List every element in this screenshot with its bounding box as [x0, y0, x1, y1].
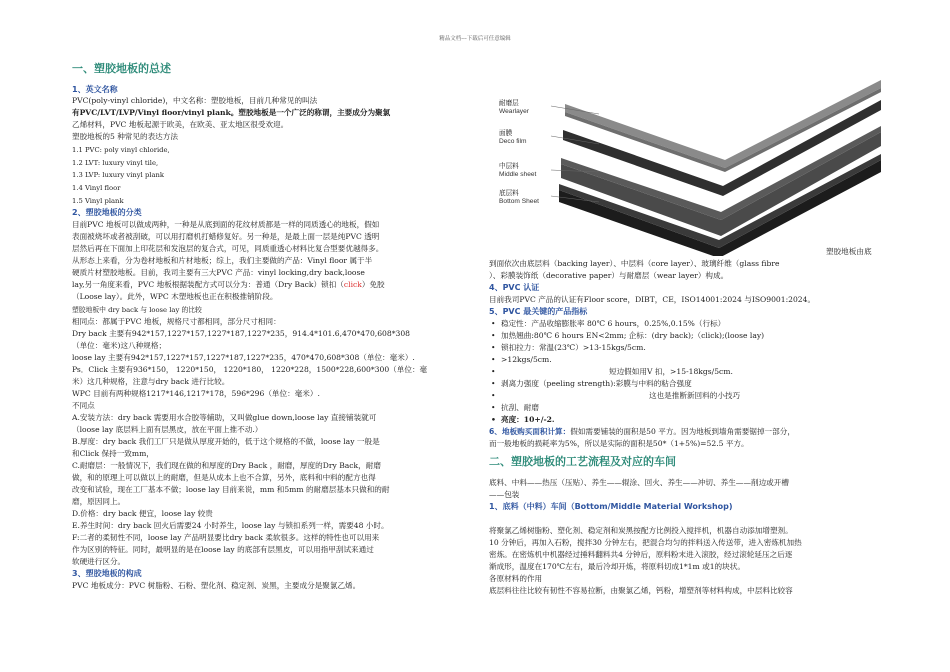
- text-line: 乙烯材料，PVC 地板起源于欧美，在欧美、亚太地区很受欢迎。: [72, 120, 289, 129]
- text-line: 从形态上来看，分为卷材地板和片材地板；综上，我们主要做的产品：Vinyl floor 属于半: [72, 256, 373, 265]
- text-line: ——包装: [489, 490, 520, 499]
- text-line: 目前PVC 地板可以做成两种，一种是从底到面的花纹材质都是一样的同质透心的地板，假如: [72, 220, 380, 229]
- text-line: E.养生时间：dry back 回火后需要24 小时养生，loose lay 与锁扣系列一样，需要48 小时。: [72, 521, 389, 530]
- section-heading: 二、塑胶地板的工艺流程及对应的车间: [489, 455, 676, 468]
- text-line: （单位：毫米)这八种规格；: [72, 341, 167, 350]
- text-line: 不同点: [72, 401, 95, 410]
- layer-label-zh: 中层料: [499, 163, 519, 170]
- layer-label-en: Middle sheet: [499, 171, 537, 178]
- text-line: 作为区别的特征。同时，最明显的是在loose lay 的底部有层黑皮，可以用指甲刮试来通过: [72, 545, 374, 554]
- text-line: 1.5 Vinyl plank: [72, 197, 124, 205]
- text-line: loose lay 主要有942*157,1227*157,1227*187,1227*235，470*470,608*308（单位：毫米）.: [72, 353, 415, 362]
- layer-label: [499, 130, 526, 146]
- text-line: • 抗刮、耐磨: [489, 403, 539, 413]
- layer-label-en: Wearlayer: [499, 108, 529, 115]
- text-line: 做，和的原理上可以做以上的耐磨，但是从成本上也不合算，另外，底料和中料的配方也得: [72, 473, 376, 482]
- section-heading: 2、塑胶地板的分类: [72, 208, 142, 217]
- text-line: 渐成形，温度在170℃左右，最后冷却开炼，将原料切成1*1m 或1的块状。: [489, 562, 745, 571]
- section-heading: 1、英文名称: [72, 85, 118, 94]
- text-line: Dry back 主要有942*157,1227*157,1227*187,1227*235，914.4*101.6,470*470,608*308: [72, 329, 411, 338]
- text-line: ）、彩膜装饰纸（decorative paper）与耐磨层（wear layer）构成。: [489, 271, 729, 280]
- text-line: 塑胶地板中 dry back 与 loose lay 的比较: [72, 306, 202, 314]
- text-line: Ps．Click 主要有936*150， 1220*150， 1220*180， 1220*228，1500*228,600*300（单位：毫: [72, 365, 428, 374]
- text-line: 底料、中料——热压（压贴）、养生——辊涂、回火、养生——冲切、养生——削边或开槽: [489, 478, 789, 487]
- section-heading: 1、底料（中料）车间（Bottom/Middle Material Workshop): [489, 502, 733, 511]
- layer-label-zh: 底层料: [499, 190, 519, 197]
- text-line: 1.4 Vinyl floor: [72, 184, 121, 192]
- text-line: A.安装方法：dry back 需要用水合胶等辅助，又叫做glue down,loose lay 直接铺装就可: [72, 413, 377, 422]
- layer-label-en: Bottom Sheet: [499, 198, 539, 205]
- text-line: D.价格：dry back 便宜，loose lay 较贵: [72, 509, 213, 518]
- text-line: 底层料往往比较有韧性不容易拉断，由聚氯乙烯，钙粉，增塑剂等材料构成，中层料比较容: [489, 586, 793, 595]
- text-line: PVC(poly-vinyl chloride)，中文名称：塑胶地板，目前几种常见的叫法: [72, 96, 318, 105]
- layer-label-zh: 耐磨层: [499, 100, 519, 107]
- text-line: 各原材料的作用: [489, 574, 543, 583]
- text-line: 密炼。在密炼机中机器经过捶料翻料共4 分钟后，原料粉末进入滚胶，经过滚轮延压之后逐: [489, 550, 793, 559]
- text-line: • >12kgs/5cm.: [489, 355, 552, 365]
- text-line: B.厚度：dry back 我们工厂只是做从厚度开始的，低于这个规格的不做，loose lay 一般是: [72, 437, 380, 446]
- text-line: 目前我司PVC 产品的认证有Floor score，DIBT，CE，ISO14001:2024 与ISO9001:2024。: [489, 295, 816, 304]
- text-line: • 剥离力强度（peeling strength):彩膜与中料的粘合强度: [489, 379, 692, 389]
- text-line: 1.3 LVP: luxury vinyl plank: [72, 171, 165, 179]
- page-header: 精品文档---下载后可任意编辑: [439, 36, 511, 42]
- text-line: 将聚氯乙烯树脂粉、塑化剂、稳定剂和炭黑按配方比例投入搅拌机，机器自动添加增塑剂。: [489, 526, 793, 535]
- text-line: 10 分钟后，再加入石粉，搅拌30 分钟左右，把混合均匀的拌料送入传送带，进入密炼机加热: [489, 538, 802, 547]
- text-line: C.耐磨层：一般情况下，我们现在做的和厚度的Dry Back ，耐磨，厚度的Dry Back，耐磨: [72, 461, 381, 470]
- text-line: 6、地板购买面积计算：假如需要铺装的面积是50 平方。因为地板到墙角需要锯掉一部分，: [489, 427, 795, 436]
- text-line: PVC 地板成分：PVC 树脂粉、石粉、塑化剂、稳定剂、炭黑，主要成分是聚氯乙烯。: [72, 581, 361, 590]
- text-line: 1.1 PVC: poly vinyl chloride,: [72, 146, 170, 154]
- text-line: 塑胶地板的5 种常见的表达方法: [72, 132, 178, 141]
- section-heading: 5、PVC 最关键的产品指标: [489, 307, 588, 316]
- text-line: 和Click 保持一致mm，: [72, 449, 154, 458]
- text-line: • 亮度：10+/-2.: [489, 415, 555, 425]
- text-line: 到面依次由底层料（backing layer）、中层料（core layer）、玻璃纤维（glass fibre: [489, 259, 780, 268]
- layer-label: [499, 190, 539, 206]
- text-line: WPC 目前有两种规格1217*146,1217*178，596*296（单位：毫米）.: [72, 389, 320, 398]
- text-line: • 短边假如用V 扣，>15-18kgs/5cm.: [489, 367, 733, 377]
- layer-label: [499, 100, 529, 116]
- text-line: 塑胶地板由底: [826, 247, 872, 256]
- text-line: 米）这几种规格，注意与dry back 进行比较。: [72, 377, 230, 386]
- text-line: 磨，原因同上。: [72, 497, 126, 506]
- text-line: 而一般地板的损耗率为5%，所以是实际的面积是50*（1+5%)=52.5 平方。: [489, 439, 749, 448]
- floor-layer-figure: [489, 80, 881, 256]
- text-line: （loose lay 底层料上面有层黑皮，放在平面上推不动.）: [72, 425, 263, 434]
- text-line: • 稳定性：产品收缩膨胀率 80℃ 6 hours，0.25%,0.15%（行标）: [489, 319, 725, 329]
- text-line: 层然后再在下面加上印花层和发泡层的复合式，可见，同质重透心材料比复合型要优越得多。: [72, 244, 384, 253]
- layer-label: [499, 163, 536, 179]
- text-line: 硬质片材塑胶地板。目前，我司主要有三大PVC 产品：vinyl locking,dry back,loose: [72, 268, 365, 277]
- layer-label-zh: 面膜: [499, 130, 513, 137]
- highlight-term: click: [343, 280, 362, 289]
- text-line: 表面被烧坏或者被刮破，可以用打磨机打蜡修复好。另一种是，是最上面一层是纯PVC 透明: [72, 232, 380, 241]
- text-line: （Loose lay）。此外，WPC 木塑地板也正在积极推销阶段。: [72, 292, 278, 301]
- text-line: 相同点：都属于PVC 地板，规格尺寸都相同，部分尺寸相同：: [72, 317, 281, 326]
- text-line: 改变和试验，现在工厂基本不做；loose lay 目前来说，mm 和5mm 的耐磨层基本只做和的耐: [72, 485, 390, 494]
- text-line: • 这也是推断新回料的小技巧: [489, 391, 740, 401]
- section-heading: 一、塑胶地板的总述: [72, 62, 171, 75]
- text-line: 有PVC/LVT/LVP/Vinyl floor/vinyl plank。塑胶地板是一个广泛的称谓，主要成分为聚氯: [72, 108, 391, 117]
- text-line: 软硬进行区分。: [72, 557, 126, 566]
- section-heading: 3、塑胶地板的构成: [72, 569, 142, 578]
- text-line: • 加热翘曲:80℃ 6 hours EN<2mm; 企标：(dry back);（click);(loose lay): [489, 331, 764, 341]
- text-line: F:二者的柔韧性不同，loose lay 产品明显要比dry back 柔软很多。这样的特性也可以用来: [72, 533, 380, 542]
- layer-diagram: [489, 80, 881, 256]
- text-line: lay,另一角度来看，PVC 地板根据装配方式可以分为：普通（Dry Back）锁扣（click）免胶: [72, 280, 385, 289]
- text-line: • 锁扣拉力：常温(23℃）>13-15kgs/5cm.: [489, 343, 646, 353]
- layer-label-en: Deco film: [499, 138, 527, 145]
- section-heading: 4、PVC 认证: [489, 283, 540, 292]
- text-line: 1.2 LVT: luxury vinyl tile,: [72, 159, 159, 167]
